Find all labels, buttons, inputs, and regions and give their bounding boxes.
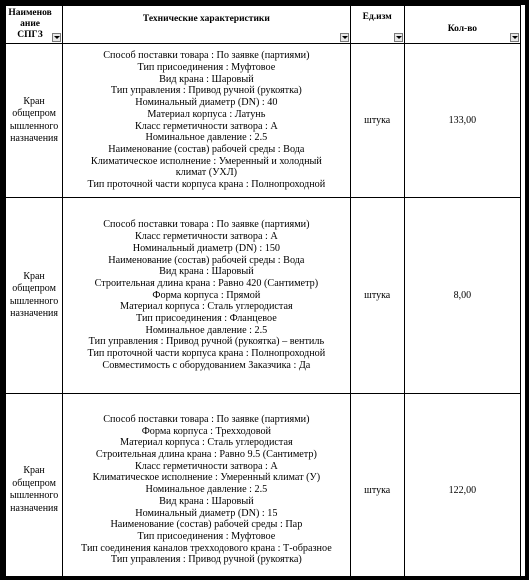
table-row (6, 198, 521, 394)
header-name: Наименов ание СПГЗ (6, 6, 63, 44)
header-specs: Технические характеристики (63, 6, 351, 44)
spec-line: климат (УХЛ) (175, 167, 238, 179)
cell-quantity[interactable]: 8,00 (404, 198, 520, 394)
spec-line: Тип управления : Привод ручной (рукоятка) – вентиль (88, 336, 325, 348)
spec-line: Способ поставки товара : По заявке (партиями) (103, 50, 310, 62)
cell-specifications[interactable] (63, 198, 351, 394)
spec-line: Класс герметичности затвора : А (135, 460, 278, 472)
spec-line: Форма корпуса : Прямой (152, 289, 261, 301)
spec-line: Класс герметичности затвора : А (135, 120, 278, 132)
spec-line: Вид крана : Шаровый (159, 495, 254, 507)
cell-quantity[interactable]: 133,00 (404, 44, 520, 198)
spec-line: Тип проточной части корпуса крана : Полнопроходной (87, 179, 326, 191)
cell-item-name[interactable]: Кран общепром ышленного назначения (6, 394, 63, 577)
spec-line: Форма корпуса : Трехходовой (141, 425, 272, 437)
cell-quantity[interactable]: 122,00 (404, 394, 520, 577)
spec-line: Номинальное давление : 2.5 (145, 324, 268, 336)
spreadsheet-area (5, 5, 525, 576)
spec-line: Тип проточной части корпуса крана : Полнопроходной (87, 348, 326, 360)
spec-line: Климатическое исполнение : Умеренный и холодный (90, 155, 322, 167)
cell-specifications[interactable] (63, 394, 351, 577)
table-body (6, 44, 521, 577)
filter-dropdown-icon[interactable] (510, 33, 519, 42)
spec-line: Строительная длина крана : Равно 9.5 (Сантиметр) (95, 449, 317, 461)
spec-line: Тип управления : Привод ручной (рукоятка) (110, 85, 302, 97)
spec-line: Способ поставки товара : По заявке (партиями) (103, 413, 310, 425)
cell-specifications[interactable] (63, 44, 351, 198)
cell-unit[interactable]: штука (350, 394, 404, 577)
spec-line: Вид крана : Шаровый (159, 266, 254, 278)
spec-line: Материал корпуса : Сталь углеродистая (120, 301, 293, 313)
spec-line: Номинальный диаметр (DN) : 15 (135, 507, 278, 519)
spec-line: Тип соединения каналов трехходового крана : Т-образное (81, 542, 332, 554)
spec-line: Тип управления : Привод ручной (рукоятка) (110, 554, 302, 566)
cell-item-name[interactable]: Кран общепром ышленного назначения (6, 44, 63, 198)
spec-line: Тип присоединения : Фланцевое (136, 313, 277, 325)
header-qty: Кол-во (404, 6, 520, 44)
filter-dropdown-icon[interactable] (394, 33, 403, 42)
spec-line: Номинальный диаметр (DN) : 150 (132, 242, 281, 254)
spec-line: Номинальное давление : 2.5 (145, 132, 268, 144)
spec-line: Номинальный диаметр (DN) : 40 (135, 97, 278, 109)
table-row (6, 44, 521, 198)
filter-dropdown-icon[interactable] (340, 33, 349, 42)
table-row (6, 394, 521, 577)
spec-line: Наименование (состав) рабочей среды : Вода (108, 143, 305, 155)
spec-line: Строительная длина крана : Равно 420 (Сантиметр) (94, 277, 319, 289)
spec-line: Тип присоединения : Муфтовое (137, 61, 276, 73)
spec-line: Климатическое исполнение : Умеренный климат (У) (92, 472, 321, 484)
spec-line: Тип присоединения : Муфтовое (137, 530, 276, 542)
spec-line: Совместимость с оборудованием Заказчика : Да (102, 359, 311, 371)
filter-dropdown-icon[interactable] (52, 33, 61, 42)
spec-line: Вид крана : Шаровый (159, 73, 254, 85)
header-row (6, 6, 521, 44)
spec-line: Наименование (состав) рабочей среды : Пар (110, 519, 303, 531)
spec-line: Материал корпуса : Латунь (147, 108, 266, 120)
cell-unit[interactable]: штука (350, 44, 404, 198)
cell-item-name[interactable]: Кран общепром ышленного назначения (6, 198, 63, 394)
spec-line: Материал корпуса : Сталь углеродистая (120, 437, 293, 449)
header-unit: Ед.изм (350, 6, 404, 44)
specs-table (5, 5, 521, 576)
cell-unit[interactable]: штука (350, 198, 404, 394)
spec-line: Класс герметичности затвора : А (135, 231, 278, 243)
spec-line: Способ поставки товара : По заявке (партиями) (103, 219, 310, 231)
spec-line: Номинальное давление : 2.5 (145, 484, 268, 496)
spec-line: Наименование (состав) рабочей среды : Вода (108, 254, 305, 266)
